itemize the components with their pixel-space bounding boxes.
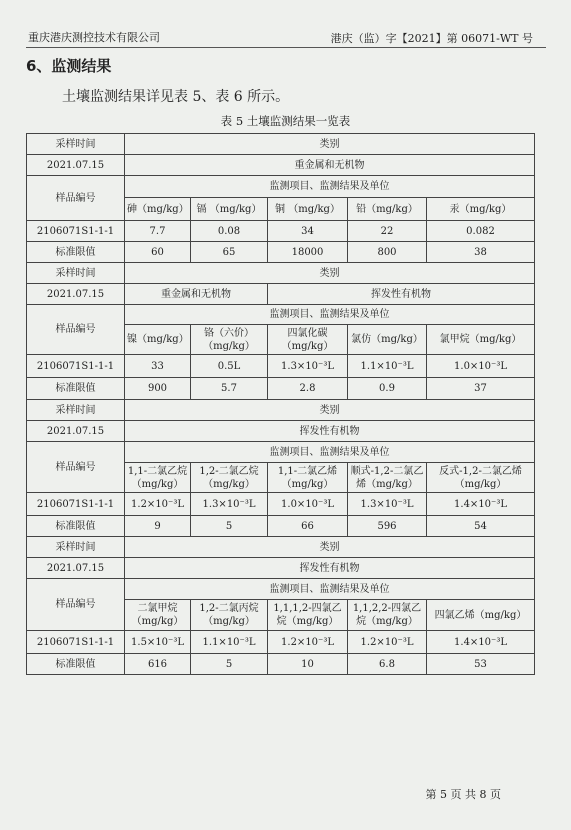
result-value: 1.3×10⁻³L [348,493,427,516]
limit-label: 标准限值 [27,516,125,537]
result-value: 1.2×10⁻³L [125,493,191,516]
limit-value: 9 [125,516,191,537]
column-header: 铬（六价）（mg/kg） [191,325,268,355]
sample-time-label: 采样时间 [27,537,125,558]
column-header: 顺式-1,2-二氯乙烯（mg/kg） [348,463,427,493]
result-value: 1.0×10⁻³L [427,355,535,378]
table-caption: 表 5 土壤监测结果一览表 [220,114,351,128]
category-group: 重金属和无机物 [125,284,268,305]
section-title: 6、监测结果 [26,57,112,75]
category-group: 挥发性有机物 [125,558,535,579]
result-value: 1.5×10⁻³L [125,631,191,654]
column-header: 四氯乙烯（mg/kg） [427,600,535,631]
report-number: 港庆（监）字【2021】第 06071-WT 号 [330,32,533,45]
result-value: 1.2×10⁻³L [268,631,348,654]
column-header: 四氯化碳（mg/kg） [268,325,348,355]
column-header: 氯甲烷（mg/kg） [427,325,535,355]
limit-value: 6.8 [348,654,427,675]
result-value: 1.3×10⁻³L [191,493,268,516]
column-header: 反式-1,2-二氯乙烯（mg/kg） [427,463,535,493]
limit-value: 65 [191,242,268,263]
column-header: 二氯甲烷（mg/kg） [125,600,191,631]
sample-id-label: 样品编号 [27,176,125,221]
items-label: 监测项目、监测结果及单位 [125,442,535,463]
limit-value: 5.7 [191,378,268,400]
result-value: 1.1×10⁻³L [348,355,427,378]
column-header: 1,2-二氯乙烷（mg/kg） [191,463,268,493]
result-value: 1.4×10⁻³L [427,631,535,654]
limit-label: 标准限值 [27,378,125,400]
category-group: 挥发性有机物 [268,284,535,305]
column-header: 1,1,1,2-四氯乙烷（mg/kg） [268,600,348,631]
sample-date: 2021.07.15 [27,284,125,305]
limit-value: 54 [427,516,535,537]
column-header: 镉 （mg/kg） [191,198,268,221]
page-footer: 第 5 页 共 8 页 [425,788,501,801]
limit-value: 18000 [268,242,348,263]
limit-label: 标准限值 [27,242,125,263]
limit-value: 2.8 [268,378,348,400]
column-header: 汞（mg/kg） [427,198,535,221]
limit-value: 596 [348,516,427,537]
sample-id: 2106071S1-1-1 [27,493,125,516]
column-header: 1,1,2,2-四氯乙烷（mg/kg） [348,600,427,631]
column-header: 氯仿（mg/kg） [348,325,427,355]
column-header: 镍（mg/kg） [125,325,191,355]
limit-value: 800 [348,242,427,263]
sample-id-label: 样品编号 [27,442,125,493]
result-value: 1.3×10⁻³L [268,355,348,378]
column-header: 1,1-二氯乙烷（mg/kg） [125,463,191,493]
sample-id: 2106071S1-1-1 [27,631,125,654]
result-value: 1.0×10⁻³L [268,493,348,516]
limit-value: 38 [427,242,535,263]
column-header: 铅（mg/kg） [348,198,427,221]
sample-time-label: 采样时间 [27,134,125,155]
results-table [26,133,535,675]
category-group: 挥发性有机物 [125,421,535,442]
category-label: 类别 [125,263,535,284]
result-value: 1.1×10⁻³L [191,631,268,654]
limit-value: 5 [191,516,268,537]
result-value: 33 [125,355,191,378]
result-value: 1.4×10⁻³L [427,493,535,516]
company-name: 重庆港庆测控技术有限公司 [28,31,160,44]
sample-date: 2021.07.15 [27,558,125,579]
sample-time-label: 采样时间 [27,400,125,421]
header-divider [26,47,546,48]
column-header: 铜 （mg/kg） [268,198,348,221]
results-table-body [27,134,535,675]
result-value: 0.08 [191,221,268,242]
limit-value: 10 [268,654,348,675]
sample-time-label: 采样时间 [27,263,125,284]
sample-id: 2106071S1-1-1 [27,221,125,242]
result-value: 0.5L [191,355,268,378]
column-header: 砷（mg/kg） [125,198,191,221]
limit-value: 53 [427,654,535,675]
category-label: 类别 [125,400,535,421]
items-label: 监测项目、监测结果及单位 [125,579,535,600]
result-value: 0.082 [427,221,535,242]
result-value: 7.7 [125,221,191,242]
column-header: 1,1-二氯乙烯（mg/kg） [268,463,348,493]
sample-id-label: 样品编号 [27,579,125,631]
items-label: 监测项目、监测结果及单位 [125,305,535,325]
limit-value: 37 [427,378,535,400]
limit-value: 0.9 [348,378,427,400]
items-label: 监测项目、监测结果及单位 [125,176,535,198]
sample-id: 2106071S1-1-1 [27,355,125,378]
sample-date: 2021.07.15 [27,421,125,442]
intro-paragraph: 土壤监测结果详见表 5、表 6 所示。 [62,89,290,105]
limit-value: 66 [268,516,348,537]
sample-id-label: 样品编号 [27,305,125,355]
limit-value: 616 [125,654,191,675]
limit-label: 标准限值 [27,654,125,675]
result-value: 34 [268,221,348,242]
category-label: 类别 [125,537,535,558]
result-value: 22 [348,221,427,242]
column-header: 1,2-二氯丙烷（mg/kg） [191,600,268,631]
limit-value: 5 [191,654,268,675]
category-group: 重金属和无机物 [125,155,535,176]
limit-value: 60 [125,242,191,263]
sample-date: 2021.07.15 [27,155,125,176]
limit-value: 900 [125,378,191,400]
result-value: 1.2×10⁻³L [348,631,427,654]
category-label: 类别 [125,134,535,155]
